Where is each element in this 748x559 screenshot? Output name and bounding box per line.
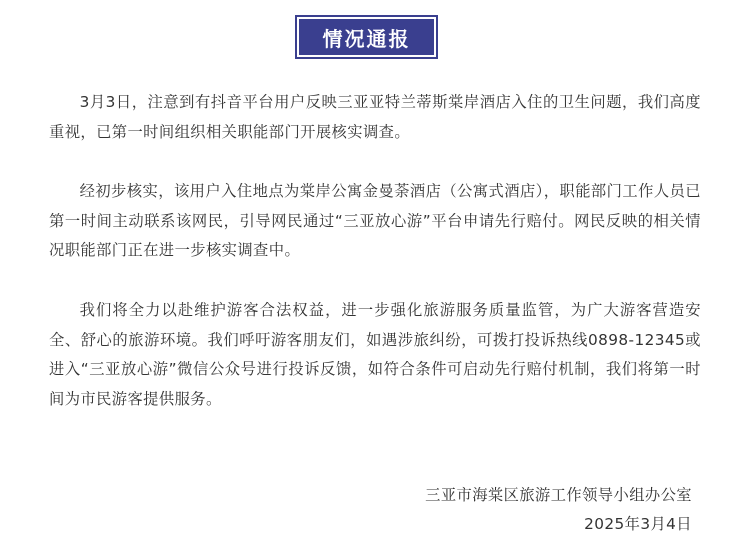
signature-date: 2025年3月4日 [584, 515, 692, 533]
paragraph-commitment: 我们将全力以赴维护游客合法权益，进一步强化旅游服务质量监管，为广大游客营造安全、舒心的旅游环境。我们呼吁游客朋友们，如遇涉旅纠纷，可拨打投诉热线0898-12345或进入“三亚放心游”微信公众号进行投诉反馈，如符合条件可启动先行赔付机制，我们将第一时间为市民游客提供服务。 [49, 301, 701, 408]
signature-organization: 三亚市海棠区旅游工作领导小组办公室 [425, 486, 692, 504]
paragraph-incident: 3月3日，注意到有抖音平台用户反映三亚亚特兰蒂斯棠岸酒店入住的卫生问题，我们高度重视，已第一时间组织相关职能部门开展核实调查。 [49, 93, 701, 141]
notice-title-banner [297, 17, 436, 57]
paragraph-verification: 经初步核实，该用户入住地点为棠岸公寓金曼荼酒店（公寓式酒店），职能部门工作人员已第一时间主动联系该网民，引导网民通过“三亚放心游”平台申请先行赔付。网民反映的相关情况职能部门正在进一步核实调查中。 [49, 182, 701, 259]
notice-title: 情况通报 [322, 26, 411, 51]
